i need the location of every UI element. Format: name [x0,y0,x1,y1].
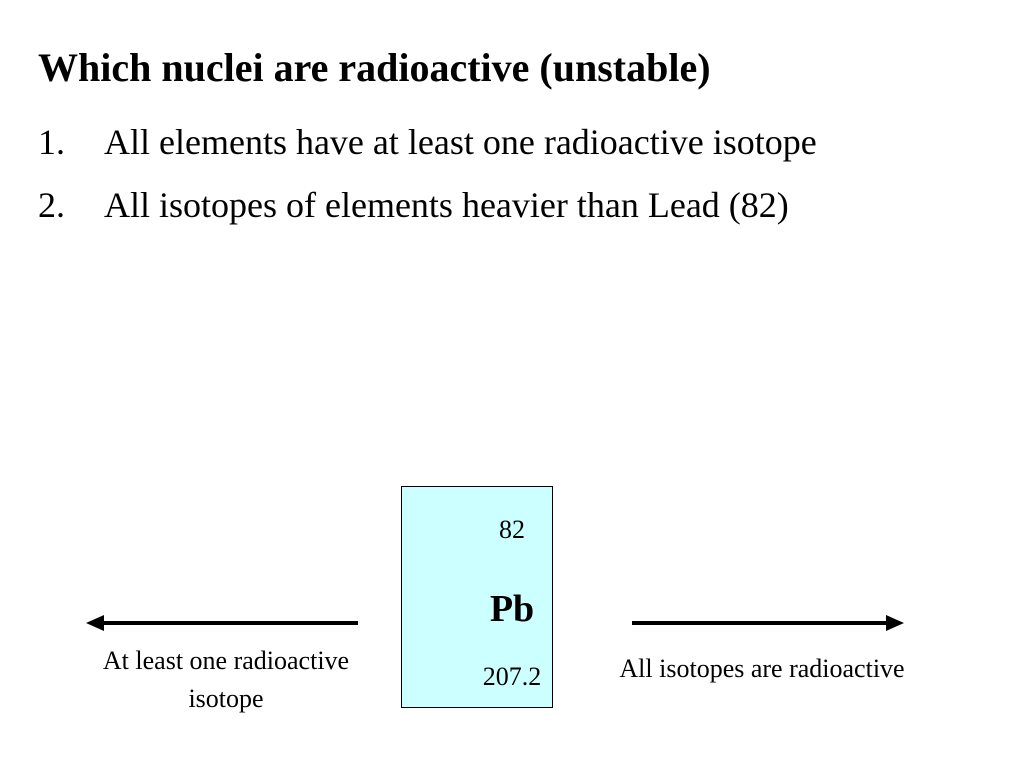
slide-title: Which nuclei are radioactive (unstable) [38,45,711,90]
list-item-number: 2. [38,185,65,225]
left-arrow-icon [86,615,358,631]
element-symbol: Pb [489,588,535,630]
caption-left: At least one radioactive isotope [102,646,350,713]
list-item-text: All isotopes of elements heavier than Lead (82) [104,185,789,225]
right-arrow-icon [632,615,904,631]
atomic-mass: 207.2 [482,662,542,691]
list-item-number: 1. [38,122,65,162]
list-item-text: All elements have at least one radioactive isotope [104,122,817,162]
caption-right: All isotopes are radioactive [619,654,905,683]
atomic-number: 82 [499,515,525,544]
